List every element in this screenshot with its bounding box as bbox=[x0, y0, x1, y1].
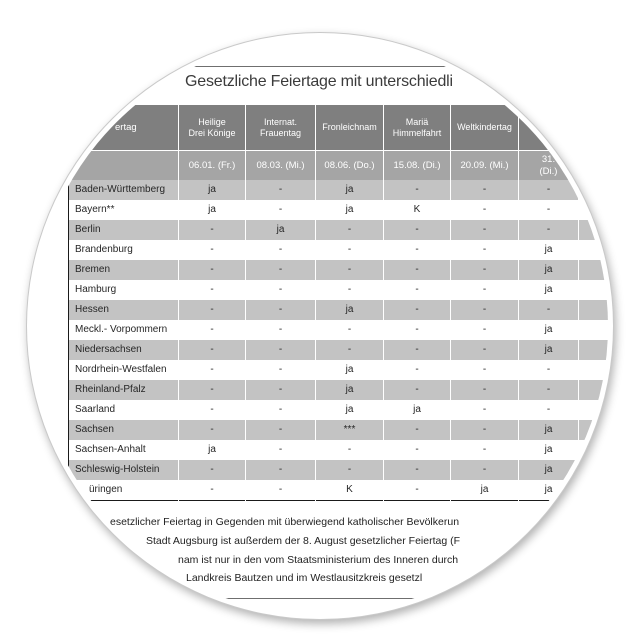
table-cell: - bbox=[316, 280, 384, 300]
table-row bbox=[69, 320, 609, 340]
state-name-cell: Nordrhein-Westfalen bbox=[69, 360, 179, 380]
column-date-header: 15.08. (Di.) bbox=[384, 151, 451, 181]
table-cell: - bbox=[179, 300, 246, 320]
header-label-row bbox=[69, 105, 609, 151]
table-cell: - bbox=[179, 320, 246, 340]
state-name-cell: Rheinland-Pfalz bbox=[69, 380, 179, 400]
table-cell: - bbox=[246, 380, 316, 400]
table-cell: - bbox=[451, 380, 519, 400]
table-cell: ja bbox=[519, 320, 579, 340]
table-cell-clipped bbox=[579, 220, 609, 240]
table-cell: ja bbox=[316, 200, 384, 220]
column-date-header: 06.01. (Fr.) bbox=[179, 151, 246, 181]
table-cell: - bbox=[316, 460, 384, 480]
page-frame-top-line bbox=[32, 66, 608, 67]
table-cell: - bbox=[316, 260, 384, 280]
table-cell: - bbox=[384, 280, 451, 300]
table-cell: - bbox=[519, 200, 579, 220]
footnote-line: nam ist nur in den vom Staatsministerium des Inneren durch bbox=[178, 554, 459, 566]
table-cell: - bbox=[246, 180, 316, 200]
column-header: Heilige Drei Könige bbox=[179, 105, 246, 151]
table-cell: - bbox=[246, 360, 316, 380]
table-cell-clipped bbox=[579, 240, 609, 260]
table-cell: - bbox=[451, 300, 519, 320]
table-cell: ja bbox=[246, 220, 316, 240]
table-cell: - bbox=[384, 440, 451, 460]
table-cell: ja bbox=[179, 200, 246, 220]
table-row bbox=[69, 300, 609, 320]
column-date-header: 20.09. (Mi.) bbox=[451, 151, 519, 181]
state-name-cell: Hamburg bbox=[69, 280, 179, 300]
table-cell: - bbox=[384, 380, 451, 400]
table-body bbox=[69, 180, 609, 501]
footnote-line: Stadt Augsburg ist außerdem der 8. August gesetzlicher Feiertag (F bbox=[146, 535, 460, 547]
table-cell: ja bbox=[179, 180, 246, 200]
table-cell: - bbox=[246, 340, 316, 360]
table-cell: - bbox=[179, 360, 246, 380]
table-cell: ja bbox=[519, 340, 579, 360]
table-cell-clipped bbox=[579, 440, 609, 460]
table-row bbox=[69, 180, 609, 200]
holiday-table bbox=[68, 105, 608, 501]
table-cell: ja bbox=[316, 180, 384, 200]
table-cell: - bbox=[519, 400, 579, 420]
table-cell: - bbox=[384, 360, 451, 380]
table-cell: - bbox=[179, 260, 246, 280]
table-cell: - bbox=[384, 480, 451, 501]
table-cell: - bbox=[384, 460, 451, 480]
table-cell: - bbox=[384, 340, 451, 360]
table-cell: ja bbox=[519, 440, 579, 460]
state-name-cell: Sachsen-Anhalt bbox=[69, 440, 179, 460]
table-cell: - bbox=[179, 280, 246, 300]
table-row bbox=[69, 340, 609, 360]
table-cell-clipped bbox=[579, 320, 609, 340]
page-title: Gesetzliche Feiertage mit unterschiedli bbox=[185, 73, 453, 90]
table-cell-clipped bbox=[579, 400, 609, 420]
table-cell: - bbox=[451, 400, 519, 420]
state-name-cell: Berlin bbox=[69, 220, 179, 240]
table-cell: - bbox=[384, 180, 451, 200]
table-cell: - bbox=[384, 320, 451, 340]
table-cell: - bbox=[451, 420, 519, 440]
table-cell: - bbox=[316, 320, 384, 340]
table-cell: - bbox=[451, 260, 519, 280]
table-cell-clipped bbox=[579, 280, 609, 300]
table-cell: - bbox=[384, 240, 451, 260]
column-date-header: 08.06. (Do.) bbox=[316, 151, 384, 181]
table-cell: ja bbox=[519, 460, 579, 480]
column-date-header: 08.03. (Mi.) bbox=[246, 151, 316, 181]
table-cell: - bbox=[519, 180, 579, 200]
table-cell: - bbox=[451, 360, 519, 380]
table-row bbox=[69, 260, 609, 280]
table-cell-clipped bbox=[579, 260, 609, 280]
table-cell: - bbox=[384, 220, 451, 240]
table-row bbox=[69, 420, 609, 440]
table-cell: ja bbox=[519, 480, 579, 501]
table-cell-clipped bbox=[579, 300, 609, 320]
table-cell: - bbox=[179, 400, 246, 420]
state-name-cell: Schleswig-Holstein bbox=[69, 460, 179, 480]
header-date-row bbox=[69, 151, 609, 181]
state-name-cell: Bremen bbox=[69, 260, 179, 280]
table-cell: - bbox=[246, 460, 316, 480]
table-cell: ja bbox=[451, 480, 519, 501]
state-name-cell: üringen bbox=[69, 480, 179, 501]
table-cell-clipped bbox=[579, 480, 609, 501]
state-name-cell: Niedersachsen bbox=[69, 340, 179, 360]
table-cell: - bbox=[451, 460, 519, 480]
table-cell: - bbox=[179, 480, 246, 501]
table-cell: - bbox=[179, 240, 246, 260]
column-header bbox=[519, 105, 579, 151]
table-cell: - bbox=[246, 240, 316, 260]
table-cell-clipped bbox=[579, 460, 609, 480]
table-cell: - bbox=[246, 200, 316, 220]
footnote-line: esetzlicher Feiertag in Gegenden mit überwiegend katholischer Bevölkerun bbox=[110, 516, 460, 528]
table-row bbox=[69, 480, 609, 501]
column-header: Mariä Himmelfahrt bbox=[384, 105, 451, 151]
table-cell: ja bbox=[179, 440, 246, 460]
table-cell-clipped bbox=[579, 380, 609, 400]
table-row bbox=[69, 240, 609, 260]
column-date-header: 31. (Di.) bbox=[519, 151, 579, 181]
table-cell: - bbox=[451, 180, 519, 200]
magnifier-lens bbox=[32, 38, 608, 614]
table-cell: - bbox=[451, 280, 519, 300]
table-row bbox=[69, 460, 609, 480]
table-cell: - bbox=[451, 340, 519, 360]
table-cell: ja bbox=[316, 380, 384, 400]
table-row bbox=[69, 400, 609, 420]
state-name-cell: Saarland bbox=[69, 400, 179, 420]
table-cell: K bbox=[316, 480, 384, 501]
table-header bbox=[69, 105, 609, 180]
table-cell: - bbox=[316, 220, 384, 240]
state-name-cell: Meckl.- Vorpommern bbox=[69, 320, 179, 340]
table-cell: - bbox=[179, 420, 246, 440]
table-cell-clipped bbox=[579, 420, 609, 440]
table-row bbox=[69, 200, 609, 220]
table-cell: - bbox=[451, 320, 519, 340]
table-cell-clipped bbox=[579, 180, 609, 200]
table-cell: - bbox=[179, 460, 246, 480]
table-cell: - bbox=[519, 380, 579, 400]
table-cell: - bbox=[246, 440, 316, 460]
table-cell-clipped bbox=[579, 340, 609, 360]
table-row bbox=[69, 220, 609, 240]
table-cell: ja bbox=[519, 260, 579, 280]
table-cell: ja bbox=[384, 400, 451, 420]
table-cell: K bbox=[384, 200, 451, 220]
table-cell: ja bbox=[519, 280, 579, 300]
table-cell: - bbox=[316, 240, 384, 260]
table-cell: *** bbox=[316, 420, 384, 440]
table-cell: ja bbox=[316, 400, 384, 420]
state-name-cell: Brandenburg bbox=[69, 240, 179, 260]
table-row bbox=[69, 440, 609, 460]
table-cell: - bbox=[246, 420, 316, 440]
table-cell-clipped bbox=[579, 200, 609, 220]
table-cell: - bbox=[246, 400, 316, 420]
table-row bbox=[69, 280, 609, 300]
state-name-cell: Hessen bbox=[69, 300, 179, 320]
table-row bbox=[69, 360, 609, 380]
column-header: Weltkindertag bbox=[451, 105, 519, 151]
date-header-state bbox=[69, 151, 179, 181]
table-cell: - bbox=[246, 480, 316, 501]
table-cell: - bbox=[519, 220, 579, 240]
column-header-state: ertag bbox=[69, 105, 179, 151]
table-cell: - bbox=[179, 380, 246, 400]
table-cell: - bbox=[179, 220, 246, 240]
table-cell: - bbox=[246, 260, 316, 280]
table-cell: - bbox=[451, 440, 519, 460]
table-cell: ja bbox=[519, 240, 579, 260]
state-name-cell: Baden-Württemberg bbox=[69, 180, 179, 200]
state-name-cell: Bayern** bbox=[69, 200, 179, 220]
table-cell: ja bbox=[316, 360, 384, 380]
table-cell: - bbox=[384, 300, 451, 320]
table-cell: - bbox=[451, 220, 519, 240]
table-cell: - bbox=[316, 340, 384, 360]
column-header-clipped bbox=[579, 105, 609, 151]
table-cell: ja bbox=[316, 300, 384, 320]
table-cell-clipped bbox=[579, 360, 609, 380]
table-cell: - bbox=[384, 420, 451, 440]
table-cell: - bbox=[179, 340, 246, 360]
state-name-cell: Sachsen bbox=[69, 420, 179, 440]
table-cell: - bbox=[451, 200, 519, 220]
table-cell: - bbox=[519, 300, 579, 320]
table-cell: - bbox=[451, 240, 519, 260]
table-cell: - bbox=[246, 320, 316, 340]
table-cell: - bbox=[246, 280, 316, 300]
table-cell: - bbox=[384, 260, 451, 280]
page-frame-bottom-line bbox=[32, 598, 608, 599]
column-header: Internat. Frauentag bbox=[246, 105, 316, 151]
column-date-header-clipped bbox=[579, 151, 609, 181]
table-cell: - bbox=[519, 360, 579, 380]
table-row bbox=[69, 380, 609, 400]
table-cell: - bbox=[246, 300, 316, 320]
table-cell: ja bbox=[519, 420, 579, 440]
document-page bbox=[32, 38, 608, 614]
footnote-line: Landkreis Bautzen und im Westlausitzkreis gesetzl bbox=[186, 572, 423, 584]
table-cell: - bbox=[316, 440, 384, 460]
column-header: Fronleichnam bbox=[316, 105, 384, 151]
